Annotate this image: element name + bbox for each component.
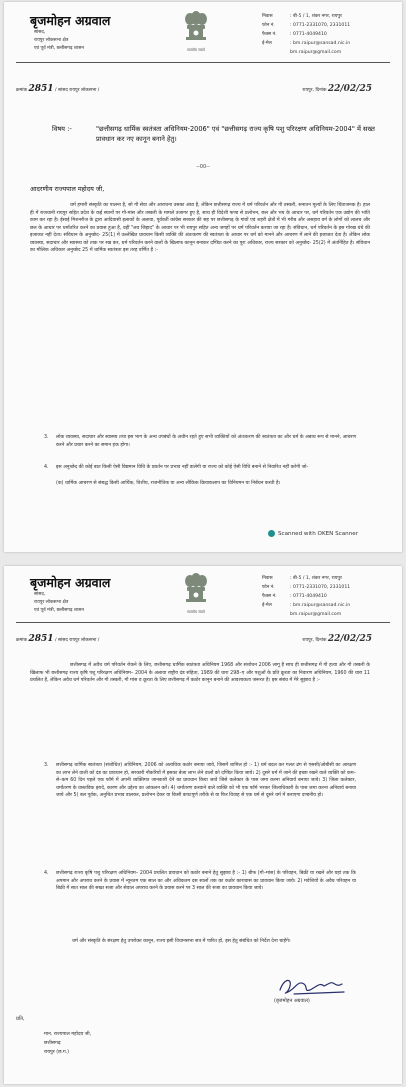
contact-email: ई-मेल : bm.raipur@sansad.nic.in bbox=[262, 41, 351, 46]
copy-to-label: प्रति, bbox=[16, 1016, 25, 1022]
contact-block bbox=[262, 574, 350, 619]
closing-paragraph: धर्म और संस्कृति के संरक्षण हेतु उपरोक्त कानून, राज्य इसी विधानसभा सत्र में पारित हो, इस हेतु संबंधित को निर्देश देना चाहेंगे। bbox=[72, 939, 291, 944]
letterhead-name: बृजमोहन अग्रवाल bbox=[30, 13, 111, 28]
section-divider: --00-- bbox=[196, 164, 210, 170]
contact-phone: फोन नं. : 0771-2331070, 2331011 bbox=[262, 585, 351, 590]
reference-line: क्रमांक 2851 / सांसद रायपुर लोकसभा / रायपुर, दिनांक 22/02/25 bbox=[16, 634, 372, 644]
contact-email: ई-मेल : bm.raipur@sansad.nic.in bbox=[262, 603, 351, 608]
letter-date: रायपुर, दिनांक 22/02/25 bbox=[302, 634, 372, 644]
clause-subitem: (क) धार्मिक आचरण से संबद्ध किसी आर्थिक, वित्तीय, राजनीतिक या अन्य लौकिक क्रियाकलाप का विनियमन या निर्बंधन करती है। bbox=[56, 481, 281, 486]
header-rule bbox=[16, 62, 390, 63]
letter-page-1 bbox=[4, 2, 402, 552]
recipient-block: मान. राज्यपाल महोदय जी, छत्तीसगढ़ रायपुर (छ.ग.) bbox=[44, 1032, 92, 1055]
suggestion-item: 4. छत्तीसगढ़ राज्य कृषि पशु परिरक्षण अधिनियम– 2004 प्रचलित प्रावधान को कठोर बनाने हेतु सुझाव है :- 1) बीफ (गौ–मांस) के परिवहन, बिक्री या रखने और यहां तक कि अपमान और अपराध करने के प्रयास में न्यूनतम एक साल का और अधिकतम दस सालों तक का कठोर कारावास का प्रावधान किया जाये। 2) मवेशियों के अवैध परिवहन या बिक्री में सात साल की सख्त सजा और सेवाल अपराध करने के प्रयास करने पर 3 साल की सजा का प्रावधान किया जाये। bbox=[44, 871, 356, 891]
contact-email-2: bm.raipur@gmail.com bbox=[290, 612, 342, 617]
intro-paragraph: छत्तीसगढ़ में अवैध धर्म परिवर्तन रोकने के लिए, छत्तीसगढ़ धार्मिक स्वतंत्रता अधिनियम 1968 और संशोधन 2006 लागू है साथ ही छत्तीसगढ़ में गौ हत्या और गौ तस्करी के खिलाफ भी छत्तीसगढ़ राज्य कृषि पशु परिरक्षण अधिनियम– 2004 के अलावा राष्ट्रीय दंड संहिता, 1989 की धारा 298–ए और पशुओं के प्रति क्रूरता का निवारण अधिनियम, 1960 की धारा 11 प्रचलित है, लेकिन अवैध धर्म परिवर्तन और गौ तस्करी, गौ मांस व क्रूरता के लिए छत्तीसगढ़ में कठोर कानून बनाने की आवश्यकता जरूरत है। इस संबंध में मेरे सुझाव है :- bbox=[30, 663, 370, 683]
contact-block bbox=[262, 12, 350, 57]
letterhead-subtitle: सांसद, रायपुर लोकसभा क्षेत्र एवं पूर्व मंत्री, छत्तीसगढ़ शासन bbox=[34, 592, 84, 613]
body-paragraph: धर्म हमारी संस्कृति का पालना है, सो गौ सेवा और आराधना उसका अंग्र्य है, लेकिन छत्तीसगढ़ राज्य में धर्म परिवर्तन और गौ तस्करी, सनातन मूल्यों के लिए चिंताजनक है। हाल ही में राजधानी रायपुर सहित प्रदेश के कई स्थानों पर गौ-मांस और तस्करी के मामले उजागर हुए है, साथ ही विदेशी फण्ड से प्रलोभन, छल और भय के आधार पर, धर्म परिवर्तन एक उद्योग की भांति काम कर रहा है। ईसाई मिशनरीज के द्वारा आदिवासी इलाकों के अलावा, पूर्ववर्ती कांग्रेस सरकार की सह पर छत्तीसगढ़ के गांवों एवं शहरी क्षेत्रों में भी गरीब और असहाय वर्ग के लोगों को लालच और छल के आधार पर धर्मांतरित करने का प्रयास हुआ है, वहीं "लव जिहाद" के आधार पर भी रायपुर सहित अन्य जगहों पर धर्म परिवर्तन कराया जा रहा है। संविधान, धर्म परिवर्तन के इस गोरख धंधे की इजाजत नहीं देता। संविधान के अनुच्छेद- 25(1) में उल्लेखित प्रावधान किसी व्यक्ति की अंतःकरण की स्वतंत्रता के आधार पर धर्म को मानने और आचरण में लाने की इजाजत देता है। लेकिन लोक व्यवस्था, सदाचार और स्वास्थ्य को ताक पर रख कर, धर्म परिवर्तन करने वालों के खिलाफ कानून बनाकर दण्डित करने का पूरा अधिकार, राज्य सरकार को अनुच्छेद- 25(2) में अंतर्निहित है। संविधान का मौलिक अधिकार अनुच्छेद 25 में धार्मिक स्वतंत्रता इस तरह वर्णित है :- bbox=[30, 203, 370, 253]
emblem-caption: सत्यमेव जयते bbox=[187, 48, 205, 52]
contact-residence: निवास : बी-5 / 1, शंकर नगर, रायपुर bbox=[262, 14, 342, 19]
clause-item: 3. लोक व्यवस्था, सदाचार और स्वास्थ्य तथा इस भाग के अन्य उपबंधों के अधीन रहते हुए सभी व्यक्तियों को अंतःकरण की स्वतंत्रता का और धर्म के अबाध रूप से मानने, आचरण करने और प्रचार करने का समान हक होगा। bbox=[44, 435, 356, 448]
header-rule bbox=[16, 622, 390, 623]
letterhead-name: बृजमोहन अग्रवाल bbox=[30, 575, 111, 590]
reference-line: क्रमांक 2851 / सांसद रायपुर लोकसभा / रायपुर, दिनांक 22/02/25 bbox=[16, 84, 372, 94]
national-emblem-icon bbox=[182, 572, 210, 608]
contact-fax: फैक्स नं. : 0771-4049410 bbox=[262, 32, 327, 37]
scanner-logo-icon bbox=[268, 530, 275, 537]
reference-number: 2851 bbox=[28, 634, 54, 644]
contact-fax: फैक्स नं. : 0771-4049410 bbox=[262, 594, 327, 599]
emblem-caption: सत्यमेव जयते bbox=[187, 610, 205, 614]
letterhead-subtitle: सांसद, रायपुर लोकसभा क्षेत्र एवं पूर्व मंत्री, छत्तीसगढ़ शासन bbox=[34, 30, 84, 51]
letter-page-2 bbox=[4, 566, 402, 1084]
contact-phone: फोन नं. : 0771-2331070, 2331011 bbox=[262, 23, 351, 28]
contact-residence: निवास : बी-5 / 1, शंकर नगर, रायपुर bbox=[262, 576, 342, 581]
subject-line: विषय :- "छत्तीसगढ़ धार्मिक स्वतंत्रता अधिनियम-2006" एवं "छत्तीसगढ़ राज्य कृषि पशु परिरक्षण अधिनियम-2004" में सख्त प्रावधान कर नए कानून बनाने हेतु। bbox=[52, 125, 375, 143]
clause-item: 4. इस अनुच्छेद की कोई बात किसी ऐसी विद्यमान विधि के प्रवर्तन पर प्रभाव नहीं डालेगी या राज्य को कोई ऐसी विधि बनाने से निवारित नहीं करेगी जो- bbox=[44, 465, 309, 470]
scanner-watermark: Scanned with OKEN Scanner bbox=[268, 530, 358, 537]
letter-date: रायपुर, दिनांक 22/02/25 bbox=[302, 84, 372, 94]
suggestion-item: 3. छत्तीसगढ़ धार्मिक स्वतंत्रता (संशोधित) अधिनियम, 2006 को अत्यधिक कठोर बनाया जाये, जिसमें शामिल हो :- 1) धर्म बदल कर गलत ढंग से एससी/ओबीसी का आरक्षण का लाभ लेने वाली को दंड का प्रावधान हो, सरकारी नौकरियों में इसका बेजा लाभ लेने वालों को दण्डित किया जाये। 2) दूसरे धर्म में जाने की इच्छा रखने वाले व्यक्ति को कम–से–कम 60 दिन पहले एक फॉर्म में अपनी व्यक्तिगत जानकारी देने का प्रावधान किया जावे जिसे कलेक्टर के पास जमा करना अनिवार्य बनाया जाये। 3) जिला कलेक्टर, धर्मांतरण के वास्तविक इरादे, कारण और उद्देश्य का आंकलन करें। 4) धर्मांतरण करवाने वाले व्यक्ति को भी एक फॉर्म भरकर जिलाधिकारी के पास जमा करना अनिवार्य बनाया जाये और 5) बल पूर्वक, अनुचित प्रभाव डालकर, प्रलोभन देकर या किसी कपटपूर्ण तरीके से या फिर विवाह से एक धर्म से दूसरे धर्म में कराएगा दण्डनीय हो। bbox=[44, 763, 356, 798]
national-emblem-icon bbox=[182, 10, 210, 46]
reference-number: 2851 bbox=[28, 84, 54, 94]
salutation: आदरणीय राज्यपाल महोदय जी, bbox=[30, 185, 105, 193]
signatory-name: (बृजमोहन अग्रवाल) bbox=[274, 998, 310, 1004]
contact-email-2: bm.raipur@gmail.com bbox=[290, 50, 342, 55]
signature bbox=[274, 974, 354, 998]
